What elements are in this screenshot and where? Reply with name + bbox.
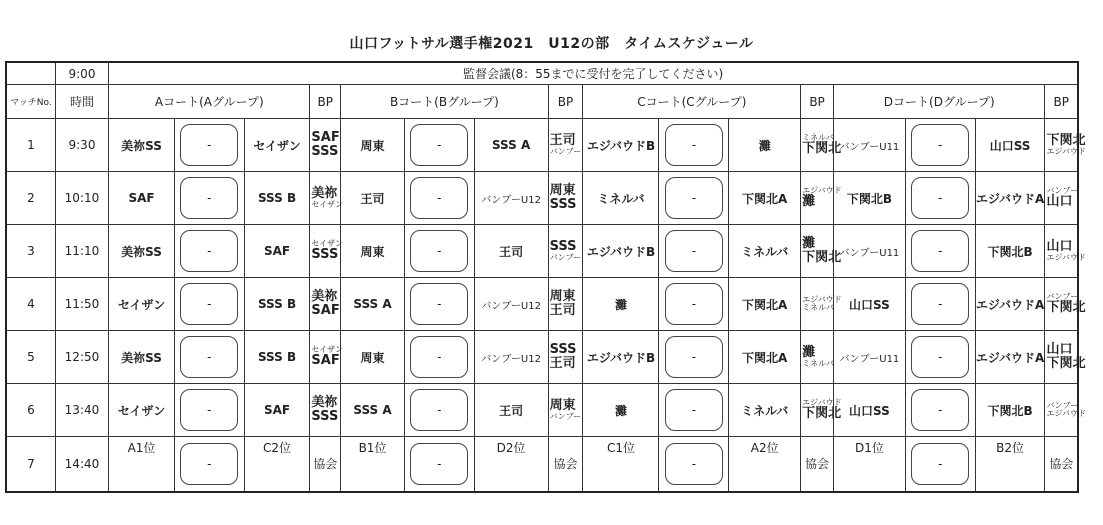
bp-team-2: SAF: [311, 353, 340, 369]
bp-team-2: 王司: [549, 303, 576, 318]
court-b-away-team: 王司: [474, 384, 548, 437]
bp-team-2: ミネルバ: [802, 303, 834, 312]
court-b-home-team: 王司: [341, 172, 405, 225]
court-d-home-team: 下関北B: [833, 172, 905, 225]
court-d-bp: [1045, 119, 1086, 172]
court-b-score: [404, 384, 474, 437]
bp-team-1: セイザン: [311, 238, 343, 248]
bp-team-2: 山口: [1046, 194, 1073, 210]
court-b-away-team: D2位: [474, 437, 548, 493]
header-bp-d: BP: [1045, 85, 1078, 119]
court-b-bp: [548, 278, 583, 331]
page-title: 山口フットサル選手権2021 U12の部 タイムスケジュール: [349, 36, 754, 52]
score-box: -: [410, 283, 468, 325]
court-d-home-team: バンブーU11: [833, 119, 905, 172]
match-row: [6, 172, 1078, 225]
court-d-away-team: エジバウドA: [975, 331, 1045, 384]
match-time: 11:10: [55, 225, 108, 278]
bp-team-2: 下関北: [802, 250, 842, 265]
court-d-score: [905, 437, 975, 493]
court-b-score: [404, 119, 474, 172]
court-c-bp: [801, 278, 842, 331]
court-a-bp: [310, 225, 341, 278]
court-a-home-team: セイザン: [109, 384, 175, 437]
bp-team-2: SSS: [311, 247, 339, 263]
court-b-away-team: SSS A: [474, 119, 548, 172]
bp-team-2: 下関北: [1046, 300, 1086, 316]
court-b-home-team: 周東: [341, 225, 405, 278]
bp-team-2: セイザン: [311, 199, 343, 209]
match-no: 4: [6, 278, 55, 331]
bp-team-2: エジバウド: [1046, 146, 1086, 156]
score-box: -: [180, 230, 238, 272]
court-a-away-team: SAF: [244, 384, 310, 437]
schedule-table: [5, 61, 1086, 493]
court-b-bp: [548, 331, 583, 384]
bp-team-1: バンブー: [1046, 291, 1079, 301]
court-d-home-team: バンブーU11: [833, 331, 905, 384]
court-c-score: [659, 384, 729, 437]
court-d-bp: [1045, 384, 1086, 437]
score-box: -: [180, 283, 238, 325]
header-court-a: Aコート(Aグループ): [109, 85, 310, 119]
header-court-c: Cコート(Cグループ): [583, 85, 801, 119]
bp-team-1: 灘: [802, 236, 816, 252]
bp-team-2: バンブー: [549, 411, 582, 421]
court-c-away-team: 下関北A: [729, 331, 801, 384]
header-bp-a: BP: [310, 85, 341, 119]
court-c-away-team: 灘: [729, 119, 801, 172]
court-d-bp: [1045, 331, 1086, 384]
score-box: -: [410, 230, 468, 272]
court-d-away-team: B2位: [975, 437, 1045, 493]
match-row: [6, 278, 1078, 331]
court-b-home-team: 周東: [341, 119, 405, 172]
bp-team-1: 山口: [1046, 238, 1073, 254]
court-c-score: [659, 278, 729, 331]
match-row: [6, 331, 1078, 384]
bp-team-1: 美祢: [311, 395, 338, 411]
score-box: -: [911, 230, 969, 272]
score-box: -: [665, 177, 723, 219]
court-c-score: [659, 437, 729, 493]
court-d-score: [905, 172, 975, 225]
court-c-score: [659, 172, 729, 225]
meeting-time: 9:00: [55, 62, 108, 85]
header-court-b: Bコート(Bグループ): [341, 85, 548, 119]
final-row: [6, 437, 1078, 493]
court-d-home-team: D1位: [833, 437, 905, 493]
header-bp-c: BP: [801, 85, 834, 119]
score-box: -: [410, 443, 468, 485]
court-a-away-team: SSS B: [244, 331, 310, 384]
court-c-bp: [801, 119, 842, 172]
match-row: [6, 384, 1078, 437]
court-d-score: [905, 278, 975, 331]
court-a-home-team: セイザン: [109, 278, 175, 331]
bp-team-1: 下関北: [1046, 132, 1086, 148]
score-box: -: [180, 177, 238, 219]
court-a-score: [174, 278, 244, 331]
court-a-bp: [310, 119, 341, 172]
court-a-bp: [310, 331, 341, 384]
court-d-home-team: バンブーU11: [833, 225, 905, 278]
court-b-home-team: B1位: [341, 437, 405, 493]
court-c-home-team: エジバウドB: [583, 331, 659, 384]
bp-team-2: 灘: [802, 194, 816, 210]
court-c-bp: [801, 225, 842, 278]
court-c-bp: [801, 172, 842, 225]
score-box: -: [665, 230, 723, 272]
court-d-bp: 協会: [1045, 437, 1078, 493]
score-box: -: [410, 389, 468, 431]
court-a-home-team: SAF: [109, 172, 175, 225]
court-d-away-team: エジバウドA: [975, 278, 1045, 331]
court-c-bp: [801, 384, 842, 437]
court-d-home-team: 山口SS: [833, 278, 905, 331]
score-box: -: [180, 443, 238, 485]
match-time: 9:30: [55, 119, 108, 172]
court-c-away-team: 下関北A: [729, 172, 801, 225]
match-no: 2: [6, 172, 55, 225]
bp-team-1: SSS: [549, 342, 577, 358]
bp-team-1: 山口: [1046, 342, 1073, 358]
court-b-home-team: SSS A: [341, 278, 405, 331]
court-a-home-team: A1位: [109, 437, 175, 493]
court-c-bp: [801, 331, 834, 384]
court-a-away-team: SSS B: [244, 278, 310, 331]
bp-team-2: 下関北: [802, 141, 842, 157]
court-c-score: [659, 119, 729, 172]
match-time: 14:40: [55, 437, 108, 493]
match-time: 11:50: [55, 278, 108, 331]
court-b-score: [404, 331, 474, 384]
score-box: -: [180, 389, 238, 431]
court-b-bp: [548, 225, 583, 278]
court-a-away-team: セイザン: [244, 119, 310, 172]
meeting-text: 監督会議(8：55までに受付を完了してください): [109, 62, 1078, 85]
court-b-bp: [548, 384, 583, 437]
bp-team-2: 下関北: [802, 406, 842, 422]
bp-team-2: バンブー: [549, 252, 582, 262]
bp-team-1: バンブー: [1046, 185, 1079, 195]
court-d-bp: [1045, 278, 1086, 331]
court-b-away-team: バンブーU12: [474, 278, 548, 331]
court-d-away-team: 下関北B: [975, 225, 1045, 278]
bp-team-2: 王司: [549, 356, 576, 371]
court-c-home-team: C1位: [583, 437, 659, 493]
court-c-home-team: 灘: [583, 384, 659, 437]
score-box: -: [180, 336, 238, 378]
header-bp-b: BP: [548, 85, 583, 119]
score-box: -: [911, 336, 969, 378]
score-box: -: [911, 283, 969, 325]
court-b-bp: [548, 172, 583, 225]
court-a-score: [174, 437, 244, 493]
court-b-away-team: バンブーU12: [474, 331, 548, 384]
court-c-away-team: ミネルバ: [729, 225, 801, 278]
bp-team-1: 王司: [549, 132, 576, 148]
court-a-away-team: C2位: [244, 437, 310, 493]
meeting-row: [6, 62, 1078, 85]
bp-team-1: 周東: [549, 397, 576, 413]
bp-team-1: SSS: [549, 238, 577, 254]
score-box: -: [665, 283, 723, 325]
score-box: -: [410, 177, 468, 219]
court-c-away-team: 下関北A: [729, 278, 801, 331]
bp-team-2: SSS: [311, 144, 339, 159]
match-no: 1: [6, 119, 55, 172]
score-box: -: [911, 443, 969, 485]
court-c-home-team: 灘: [583, 278, 659, 331]
score-box: -: [911, 177, 969, 219]
court-b-score: [404, 225, 474, 278]
court-b-away-team: バンブーU12: [474, 172, 548, 225]
bp-team-1: エジバウド: [802, 185, 842, 195]
bp-team-1: 灘: [802, 344, 816, 360]
score-box: -: [911, 389, 969, 431]
bp-team-2: エジバウド: [1046, 409, 1086, 418]
court-c-bp: 協会: [801, 437, 834, 493]
meeting-no: [6, 62, 55, 85]
match-row: [6, 225, 1078, 278]
court-d-bp: [1045, 172, 1078, 225]
court-a-bp: [310, 172, 341, 225]
bp-team-2: SAF: [311, 303, 340, 318]
court-b-score: [404, 278, 474, 331]
score-box: -: [410, 336, 468, 378]
bp-team-1: 美祢: [311, 289, 338, 305]
bp-team-1: 周東: [549, 183, 576, 199]
header-court-d: Dコート(Dグループ): [833, 85, 1045, 119]
court-a-away-team: SAF: [244, 225, 310, 278]
court-a-home-team: 美祢SS: [109, 331, 175, 384]
court-c-home-team: ミネルバ: [583, 172, 659, 225]
match-no: 3: [6, 225, 55, 278]
court-d-score: [905, 119, 975, 172]
bp-team-1: エジバウド: [802, 397, 842, 407]
court-c-away-team: ミネルバ: [729, 384, 801, 437]
court-d-score: [905, 384, 975, 437]
bp-team-1: エジバウド: [802, 294, 842, 304]
bp-team-1: 美祢: [311, 185, 338, 201]
court-a-score: [174, 172, 244, 225]
score-box: -: [665, 443, 723, 485]
court-d-bp: [1045, 225, 1086, 278]
bp-team-2: バンブー: [549, 146, 582, 156]
match-no: 6: [6, 384, 55, 437]
bp-team-2: 下関北: [1046, 356, 1086, 371]
bp-team-2: SSS: [311, 409, 339, 424]
court-c-score: [659, 225, 729, 278]
court-d-score: [905, 331, 975, 384]
court-d-away-team: 下関北B: [975, 384, 1045, 437]
court-a-bp: 協会: [310, 437, 341, 493]
header-match-no: マッチNo.: [6, 85, 55, 119]
court-a-score: [174, 119, 244, 172]
bp-team-1: セイザン: [311, 344, 343, 354]
court-d-away-team: エジバウドA: [975, 172, 1045, 225]
score-box: -: [665, 389, 723, 431]
bp-team-2: SSS: [549, 197, 577, 212]
court-b-score: [404, 437, 474, 493]
court-c-score: [659, 331, 729, 384]
bp-team-2: ミネルバ: [802, 358, 834, 368]
court-b-home-team: SSS A: [341, 384, 405, 437]
score-box: -: [665, 336, 723, 378]
court-a-home-team: 美祢SS: [109, 225, 175, 278]
court-b-bp: [548, 119, 583, 172]
court-a-score: [174, 384, 244, 437]
match-time: 12:50: [55, 331, 108, 384]
court-a-away-team: SSS B: [244, 172, 310, 225]
court-b-score: [404, 172, 474, 225]
bp-team-1: 周東: [549, 289, 576, 305]
match-no: 7: [6, 437, 55, 493]
bp-team-1: SAF: [311, 130, 340, 146]
court-c-home-team: エジバウドB: [583, 225, 659, 278]
score-box: -: [180, 124, 238, 166]
match-time: 13:40: [55, 384, 108, 437]
court-c-home-team: エジバウドB: [583, 119, 659, 172]
court-b-home-team: 周東: [341, 331, 405, 384]
bp-team-1: バンブー: [1046, 400, 1079, 410]
bp-team-2: エジバウド: [1046, 252, 1086, 262]
score-box: -: [410, 124, 468, 166]
court-b-away-team: 王司: [474, 225, 548, 278]
court-a-score: [174, 331, 244, 384]
court-d-score: [905, 225, 975, 278]
court-a-bp: [310, 278, 341, 331]
court-d-away-team: 山口SS: [975, 119, 1045, 172]
match-row: [6, 119, 1078, 172]
court-a-bp: [310, 384, 341, 437]
court-d-home-team: 山口SS: [833, 384, 905, 437]
score-box: -: [911, 124, 969, 166]
match-no: 5: [6, 331, 55, 384]
bp-team-1: ミネルバ: [802, 132, 834, 142]
court-a-home-team: 美祢SS: [109, 119, 175, 172]
court-a-score: [174, 225, 244, 278]
score-box: -: [665, 124, 723, 166]
match-time: 10:10: [55, 172, 108, 225]
court-b-bp: 協会: [548, 437, 583, 493]
header-row: [6, 85, 1078, 119]
header-time: 時間: [55, 85, 108, 119]
court-c-away-team: A2位: [729, 437, 801, 493]
